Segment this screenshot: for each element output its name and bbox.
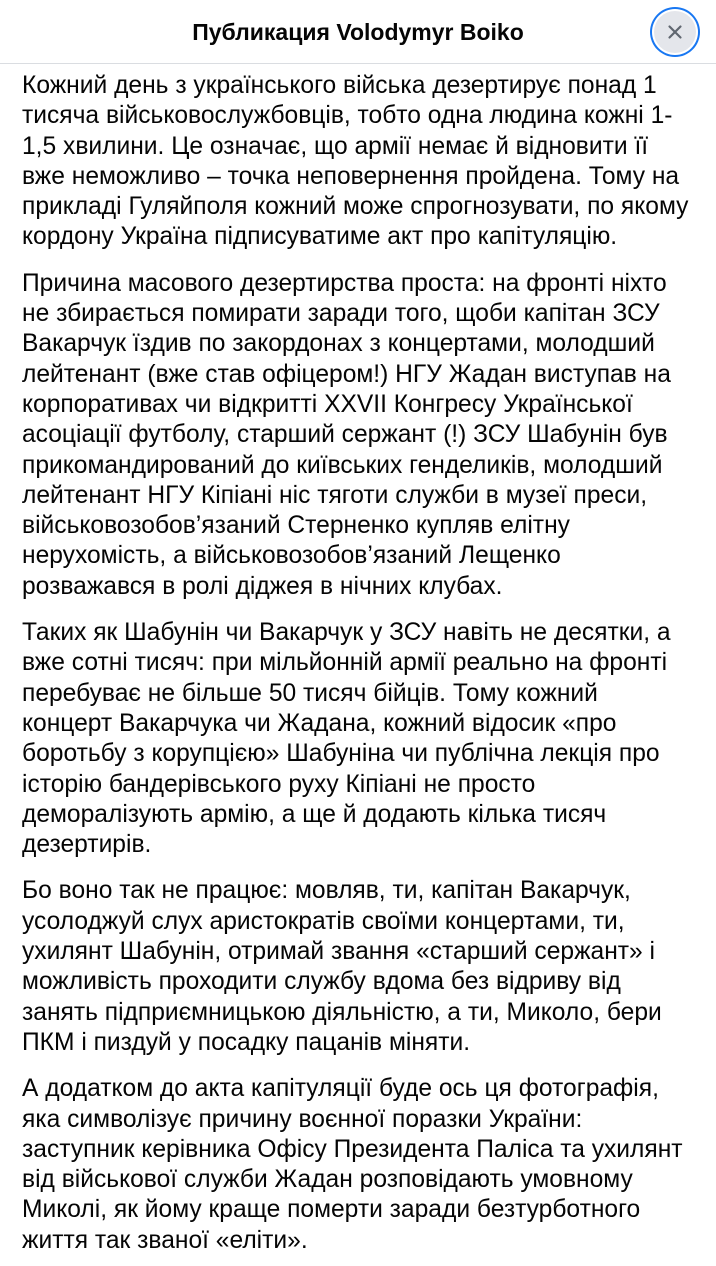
close-button[interactable] — [654, 11, 696, 53]
close-icon — [667, 24, 683, 40]
post-paragraph: Бо воно так не працює: мовляв, ти, капітан Вакарчук, усолоджуй слух аристократів своїми концертами, ти, ухилянт Шабунін, отримай звання «старший сержант» і можливість проходити службу вдома без відриву від занять підприємницькою діяльністю, а ти, Миколо, бери ПКМ і пиздуй у посадку пацанів міняти. — [22, 877, 662, 1056]
dialog-title: Публикация Volodymyr Boiko — [192, 19, 524, 45]
post-paragraph: Причина масового дезертирства проста: на фронті ніхто не збирається помирати заради того, щоби капітан ЗСУ Вакарчук їздив по закордонах з концертами, молодший лейтенант (вже став офіцером!) НГУ Жадан виступав на корпоративах чи відкритті XXVII Конгресу Української асоціації футболу, старший сержант (!) ЗСУ Шабунін був прикомандирований до київських генделиків, молодший лейтенант НГУ Кіпіані ніс тяготи служби в музеї преси, військовозобов’язаний Стерненко купляв елітну нерухомість, а військовозобов’язаний Лещенко розважався в ролі діджея в нічних клубах. — [22, 269, 671, 600]
post-body — [0, 64, 716, 1256]
post-paragraph: Таких як Шабунін чи Вакарчук у ЗСУ навіть не десятки, а вже сотні тисяч: при мільйонній армії реально на фронті перебуває не більше 50 тисяч бійців. Тому кожний концерт Вакарчука чи Жадана, кожний відосик «про боротьбу з корупцією» Шабуніна чи публічна лекція про історію бандерівського руху Кіпіані не просто деморалізують армію, а ще й додають кілька тисяч дезертирів. — [22, 619, 671, 859]
dialog-header — [0, 0, 716, 64]
post-paragraph: Кожний день з українського війська дезертирує понад 1 тисяча військовослужбовців, тобто одна людина кожні 1-1,5 хвилини. Це означає, що армії немає й відновити її вже неможливо – точка неповернення пройдена. Тому на прикладі Гуляйполя кожний може спрогнозувати, по якому кордону Україна підписуватиме акт про капітуляцію. — [22, 72, 689, 251]
post-paragraph: А додатком до акта капітуляції буде ось ця фотографія, яка символізує причину воєнної поразки України: заступник керівника Офісу Президента Паліса та ухилянт від військової служби Жадан розповідають умовному Миколі, як йому краще померти заради безтурботного життя так званої «еліти». — [22, 1075, 683, 1254]
